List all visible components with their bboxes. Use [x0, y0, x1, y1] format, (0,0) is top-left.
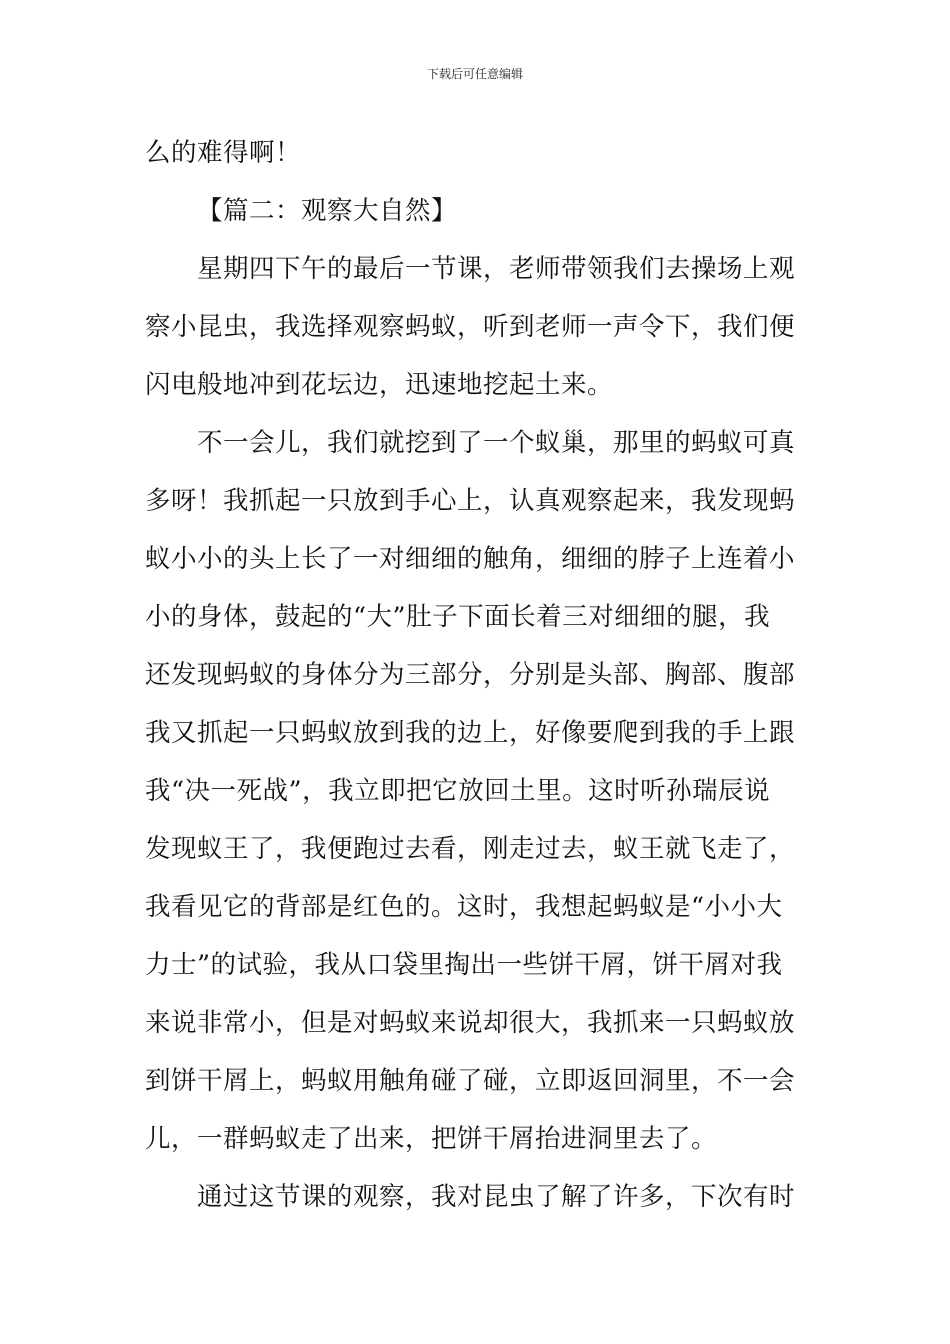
- text-line: 我看见它的背部是红色的。这时，我想起蚂蚁是“小小大: [145, 892, 783, 922]
- text-line: 不一会儿，我们就挖到了一个蚁巢，那里的蚂蚁可真: [197, 428, 796, 458]
- text-line: 小的身体，鼓起的“大”肚子下面长着三对细细的腿，我: [145, 602, 771, 632]
- text-line: 闪电般地冲到花坛边，迅速地挖起土来。: [145, 370, 614, 400]
- text-line: 么的难得啊！: [145, 138, 302, 168]
- text-line: 发现蚁王了，我便跑过去看，刚走过去，蚁王就飞走了，: [145, 834, 796, 864]
- section-heading: 【篇二：观察大自然】: [197, 196, 458, 226]
- text-line: 通过这节课的观察，我对昆虫了解了许多，下次有时: [197, 1182, 796, 1212]
- text-line: 我又抓起一只蚂蚁放到我的边上，好像要爬到我的手上跟: [145, 718, 796, 748]
- text-line: 还发现蚂蚁的身体分为三部分，分别是头部、胸部、腹部: [145, 660, 796, 690]
- text-line: 星期四下午的最后一节课，老师带领我们去操场上观: [197, 254, 796, 284]
- text-line: 我“决一死战”，我立即把它放回土里。这时听孙瑞辰说: [145, 776, 771, 806]
- text-line: 儿，一群蚂蚁走了出来，把饼干屑抬进洞里去了。: [145, 1124, 718, 1154]
- header-note: 下载后可任意编辑: [426, 67, 523, 81]
- text-line: 多呀！我抓起一只放到手心上，认真观察起来，我发现蚂: [145, 486, 796, 516]
- text-line: 到饼干屑上，蚂蚁用触角碰了碰，立即返回洞里，不一会: [145, 1066, 796, 1096]
- text-line: 力士”的试验，我从口袋里掏出一些饼干屑，饼干屑对我: [145, 950, 783, 980]
- document-body: [145, 129, 810, 1231]
- text-line: 来说非常小，但是对蚂蚁来说却很大，我抓来一只蚂蚁放: [145, 1008, 796, 1038]
- text-line: 察小昆虫，我选择观察蚂蚁，听到老师一声令下，我们便: [145, 312, 796, 342]
- text-line: 蚁小小的头上长了一对细细的触角，细细的脖子上连着小: [145, 544, 796, 574]
